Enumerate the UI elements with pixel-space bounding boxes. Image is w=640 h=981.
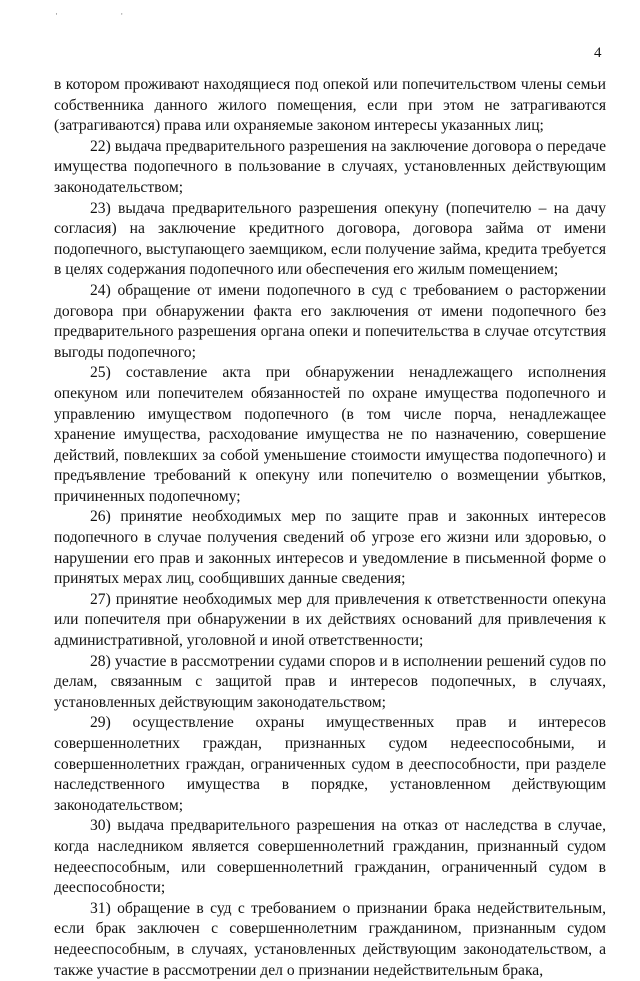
paragraph-item-24: 24) обращение от имени подопечного в суд с требованием о расторжении договора при обнаружении факта его заключения от имени подопечного без предварительного разрешения органа опеки и попечительства в случае отсутствия выгоды подопечного; bbox=[54, 281, 606, 361]
paragraph-item-31: 31) обращение в суд с требованием о признании брака недействительным, если брак заключен с совершеннолетним гражданином, признанным судом недееспособным, в случаях, установленных действующим законодательством, а также участие в рассмотрении дел о признании недействительным брака, bbox=[54, 899, 606, 979]
paragraph-item-26: 26) принятие необходимых мер по защите прав и законных интересов подопечного в случае получения сведений об угрозе его жизни или здоровью, о нарушении его прав и законных интересов и уведомление в письменной форме о принятых мерах лиц, сообщивших данные сведения; bbox=[54, 508, 606, 588]
paragraph-item-25: 25) составление акта при обнаружении ненадлежащего исполнения опекуном или попечителем обязанностей по охране имущества подопечного и управлению имуществом подопечного (в том числе порча, ненадлежащее хранение имущества, расходование имущества не по назначению, совершение действий, повлекших за собой уменьшение стоимости имущества подопечного) и предъявление требований к опекуну или попечителю о возмещении убытков, причиненных подопечному; bbox=[54, 364, 606, 505]
paragraph-item-22: 22) выдача предварительного разрешения на заключение договора о передаче имущества подопечного в пользование в случаях, установленных действующим законодательством; bbox=[54, 137, 606, 196]
paragraph-item-30: 30) выдача предварительного разрешения на отказ от наследства в случае, когда наследником является совершеннолетний гражданин, признанный судом недееспособным, или совершеннолетний гражданин, ограниченный судом в дееспособности; bbox=[54, 817, 606, 897]
paragraph-item-23: 23) выдача предварительного разрешения опекуну (попечителю – на дачу согласия) на заключение кредитного договора, договора займа от имени подопечного, выступающего заемщиком, если получение займа, кредита требуется в целях содержания подопечного или обеспечения его жилым помещением; bbox=[54, 199, 606, 279]
paragraph-item-29: 29) осуществление охраны имущественных прав и интересов совершеннолетних граждан, признанных судом недееспособными, и совершеннолетних граждан, ограниченных судом в дееспособности, при разделе наследственного имущества в порядке, установленном действующим законодательством; bbox=[54, 714, 606, 814]
document-body bbox=[54, 75, 606, 981]
paragraph-continuation: в котором проживают находящиеся под опекой или попечительством члены семьи собственника данного жилого помещения, если при этом не затрагиваются (затрагиваются) права или охраняемые законом интересы указанных лиц; bbox=[54, 76, 606, 135]
page-number: 4 bbox=[594, 45, 602, 61]
paragraph-item-27: 27) принятие необходимых мер для привлечения к ответственности опекуна или попечителя при обнаружении в их действиях оснований для привлечения к административной, уголовной и иной ответственности; bbox=[54, 590, 606, 650]
paragraph-item-28: 28) участие в рассмотрении судами споров и в исполнении решений судов по делам, связанным с защитой прав и интересов подопечных, в случаях, установленных действующим законодательством; bbox=[54, 652, 606, 711]
scan-marks: · · bbox=[55, 9, 154, 19]
